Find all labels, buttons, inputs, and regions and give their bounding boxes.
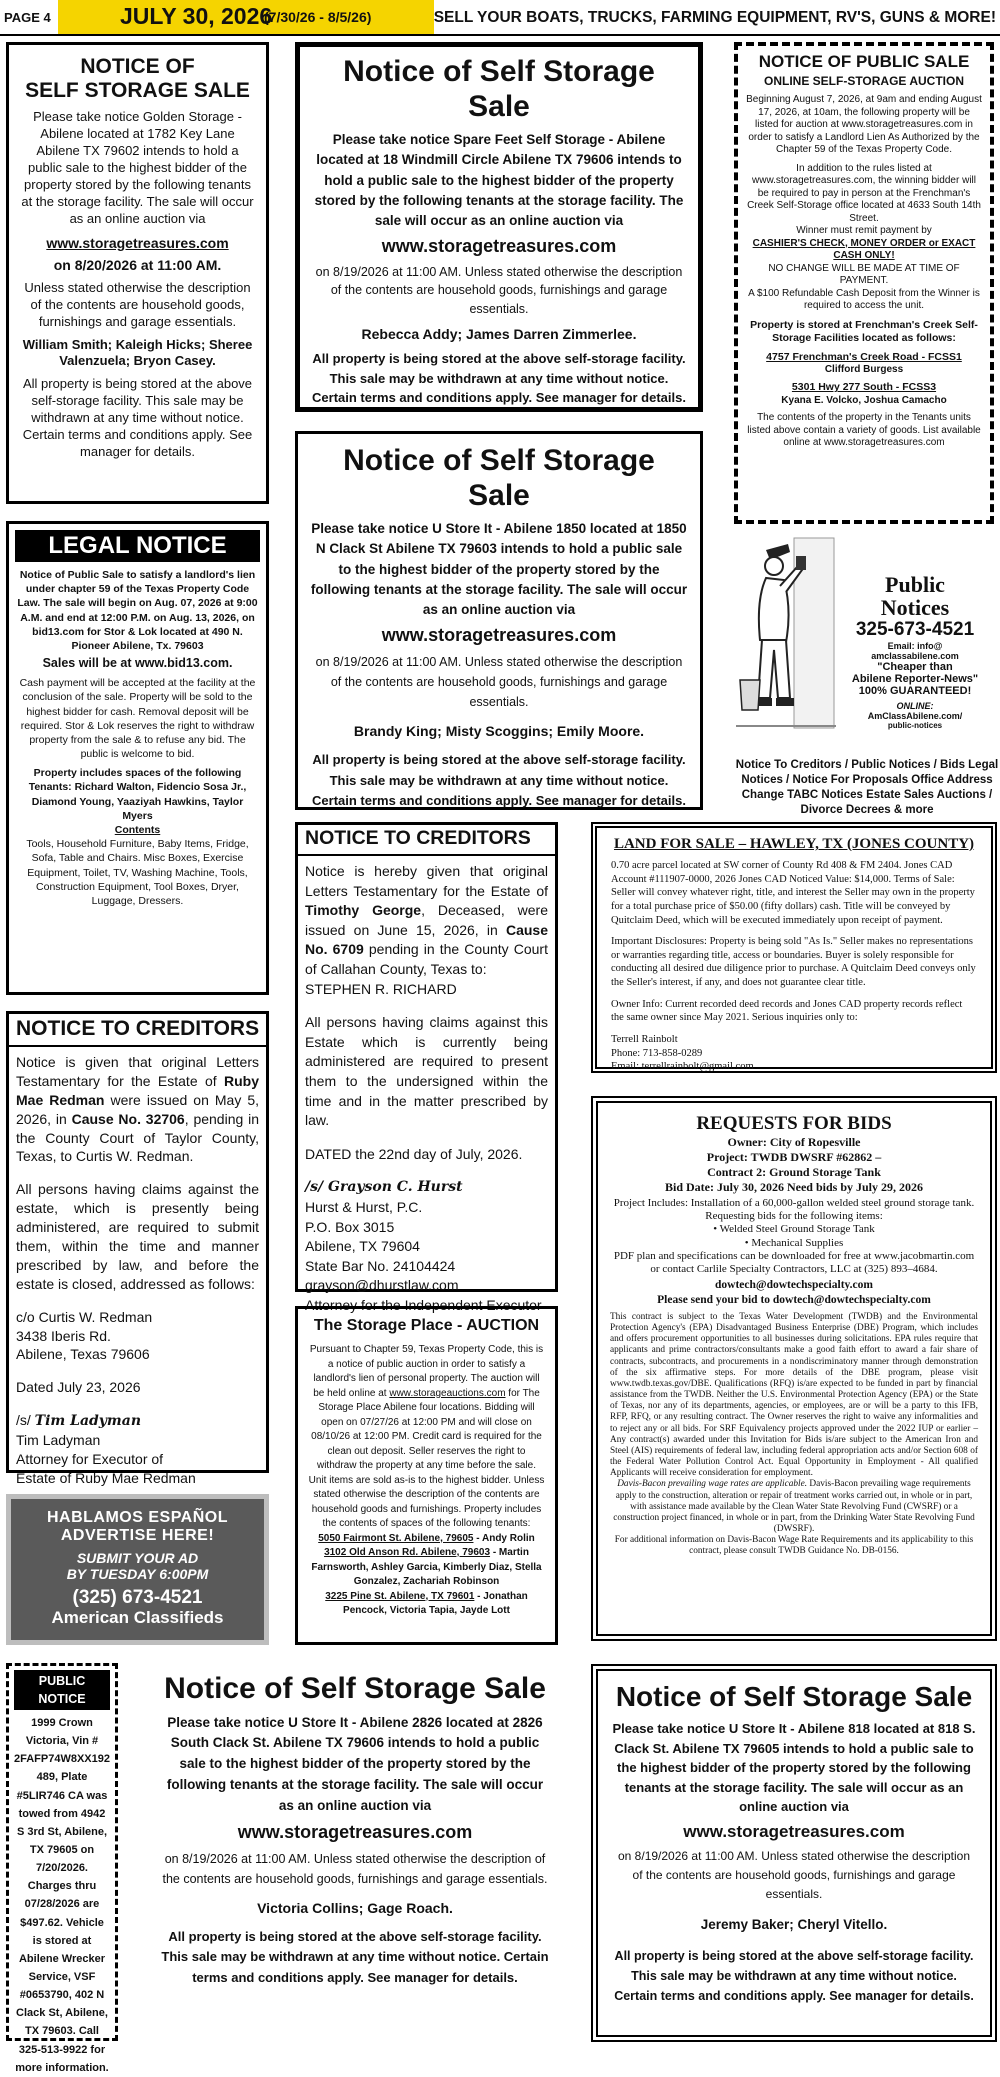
- promo-word-public: Public: [885, 572, 945, 597]
- attorney-email: grayson@dhurstlaw.com: [305, 1277, 459, 1294]
- notice-title-line2: SELF STORAGE SALE: [25, 79, 250, 103]
- notice-terms: All property is being stored at the above self-storage facility. This sale may be withdrawn at any time without notice. Certain terms and conditions apply. See manager for details.: [22, 376, 253, 459]
- location-1: 4757 Frenchman's Creek Road - FCSS1: [766, 350, 962, 363]
- location-address: 5050 Fairmont St. Abilene, 79605: [318, 1532, 474, 1544]
- notice-body: Please take notice U Store It - Abilene 818 located at 818 S. Clack St. Abilene TX 79605 intends to hold a public sale to the highest bidder of the property stored by the following tenants at the storage facility. The sale will occur as an online auction via: [612, 1721, 976, 1815]
- painter-illustration: [736, 530, 836, 750]
- notice-body-text-2: for The Storage Place Abilene four locations. Bidding will open on 07/27/26 at 12:00 PM and will close on 08/10/26 at 12:00 PM. Credit card is required for the clean out deposit. Seller reserves the right to withdraw the property at any time before the sale. Unit items are sold as-is to the highest bidder. Unless stated otherwise the description of the contents are household goods and furnishings. Property includes the contents of spaces of the following tenants:: [308, 1387, 545, 1529]
- promo-phone: (325) 673-4521: [72, 1587, 203, 1609]
- notice-payment-method: CASHIER'S CHECK, MONEY ORDER or EXACT CASH ONLY!: [752, 237, 976, 261]
- bid-email: dowtech@dowtechspecialty.com: [715, 1279, 873, 1292]
- state-bar-number: State Bar No. 24104424: [305, 1257, 456, 1274]
- notice-body: Please take notice U Store It - Abilene 1850 located at 1850 N Clack St Abilene TX 79603 intends to hold a public sale to the highest bidder of the property stored by the following tenants at the storage facility. The sale will occur as an online auction via: [310, 521, 688, 617]
- promo-email-label: Email: info@: [887, 641, 943, 652]
- auction-location-1: [308, 1532, 545, 1547]
- promo-online-label: ONLINE:: [896, 701, 934, 712]
- notice-url: www.storagetreasures.com: [381, 236, 617, 257]
- notice-dated: DATED the 22nd day of July, 2026.: [305, 1145, 523, 1162]
- bid-requirements: This contract is subject to the Texas Water Development (TWDB) and the Environmental Protection Agency's (EPA) Disadvantaged Business Enterprise (DBE) Program, which includes and offers procurement opportunities to all businesses during solicitations. EPA rules require that applicants and prime contractors/consultants make a good faith effort to award a fair share of contracts, subcontracts, and procurements in a nondiscriminatory manner through demonstration of the six affirmative steps. For more details of the DBE program, please visit www.twdb.texas.gov/DBE. Qualifications (RFQ) is/are expected to be funded in part by financial assistance from the TWDB. Neither the U.S. Environmental Protection Agency (EPA) or the State of Texas, nor any of its departments, agencies, or employees, are or will be a party to this IFB, RFP, RFQ, or any resulting contract. The Owner reserves the right to waive any informalities and to reject any or all bids. For SRF Equivalency projects approved under the 2022 IUP or earlier –Any contract(s) awarded under this Invitation for Bids is/are subject to the American Iron and Steel (AIS) requirements of federal law, including federal appropriation acts and/or Section 608 of the Federal Water Pollution Control Act. Equal Opportunity in Employment - All qualified Applicants will receive consideration for employment.: [610, 1312, 978, 1479]
- notice-title-banner: [14, 1670, 110, 1710]
- location-2: 5301 Hwy 277 South - FCSS3: [791, 381, 937, 394]
- notice-sale-date: on 8/20/2026 at 11:00 AM.: [53, 256, 222, 273]
- notice-terms: All property is being stored at the above self-storage facility. This sale may be withdrawn at any time without notice. Certain terms and conditions apply. See manager for details.: [614, 1948, 974, 2003]
- signature-prefix: /s/: [16, 1412, 35, 1429]
- notice-body-text: Notice is given that original Letters Testamentary for the Estate of: [16, 1054, 259, 1089]
- bid-item-1: • Welded Steel Ground Storage Tank: [713, 1223, 875, 1236]
- project-includes: Project Includes: Installation of a 60,000-gallon welded steel ground storage tank.: [613, 1197, 975, 1209]
- notice-title: NOTICE TO CREDITORS: [298, 825, 555, 856]
- firm-city: Abilene, TX 79604: [305, 1238, 420, 1255]
- location-2-tenants: Kyana E. Volcko, Joshua Camacho: [781, 394, 947, 406]
- notice-body-text-3: pending in the County Court of Callahan County, Texas to:: [305, 941, 548, 977]
- promo-online-path: public-notices: [887, 721, 943, 731]
- signer-estate: Estate of Ruby Mae Redman: [16, 1469, 196, 1486]
- notice-body: [16, 1053, 259, 1166]
- signature-name: Tim Ladyman: [34, 1413, 141, 1430]
- signature: /s/ Grayson C. Hurst: [305, 1179, 463, 1196]
- notice-body-text-2: , Deceased, were issued on June 15, 2026, in: [305, 902, 548, 938]
- location-1-tenant: Clifford Burgess: [824, 363, 904, 375]
- legal-notice-stor-lok: [6, 521, 269, 995]
- cause-number: Cause No. 32706: [71, 1110, 185, 1127]
- issue-date-range: (7/30/26 - 8/5/26): [264, 9, 372, 25]
- clack-818-storage-notice: [591, 1664, 997, 2042]
- promo-submit: SUBMIT YOUR AD: [76, 1550, 199, 1567]
- location-address: 3225 Pine St. Abilene, TX 79601: [325, 1590, 475, 1602]
- creditors-notice-redman: [6, 1011, 269, 1486]
- page-number: PAGE 4: [4, 10, 51, 25]
- notice-body: Please take notice U Store It - Abilene 2826 located at 2826 South Clack St. Abilene TX 79606 intends to hold a public sale to the highest bidder of the property stored by the following tenants at the storage facility. The sale will occur as an online auction via: [166, 1714, 544, 1814]
- notice-title: NOTICE OF: [80, 55, 195, 78]
- estate-name: Timothy George: [305, 902, 422, 919]
- notice-payment-label: Winner must remit payment by: [796, 225, 932, 236]
- location-tenants: - Jonathan Pencock, Victoria Tapia, Jayde Lott: [343, 1590, 528, 1616]
- notice-sale-details: on 8/19/2026 at 11:00 AM. Unless stated otherwise the description of the contents are household goods, furnishings and garage essentials.: [162, 1851, 548, 1886]
- clack-2826-storage-notice: [146, 1664, 564, 2039]
- notice-body-text-3: , pending in the County Court of Taylor County, Texas, to Curtis W. Redman.: [16, 1110, 259, 1165]
- notice-deposit: A $100 Refundable Cash Deposit from the Winner is required to access the unit.: [748, 287, 980, 311]
- notice-contents: Unless stated otherwise the description of the contents are household goods, furnishings and garage essentials.: [24, 279, 251, 329]
- notice-sale-details: on 8/19/2026 at 11:00 AM. Unless stated otherwise the description of the contents are household goods, furnishings and garage essentials.: [315, 654, 683, 709]
- firm-name: Hurst & Hurst, P.C.: [305, 1198, 423, 1215]
- notice-payment-terms: Cash payment will be accepted at the facility at the conclusion of the sale. Property will be sold to the highest bidder for cash. Removal deposit will be required. Stor & Lok reserves the right to withdraw property from the sale & to refuse any bid. The public is welcome to bid.: [19, 677, 256, 761]
- notice-subtitle: ONLINE SELF-STORAGE AUCTION: [763, 74, 964, 88]
- additional-info: For additional information on Davis-Bacon Wage Rate Requirements and its applicability to this contract, please consult TWDB Guidance No. DB-0156.: [614, 1535, 974, 1557]
- notice-title: NOTICE OF PUBLIC SALE: [758, 52, 970, 71]
- notice-url: www.storagetreasures.com: [46, 234, 229, 251]
- notice-tenants: William Smith; Kaleigh Hicks; Sheree Valenzuela; Bryon Casey.: [22, 336, 253, 369]
- claims-instructions: All persons having claims against this Estate which is currently being administered are required to present them to the undersigned within the time and in the matter prescribed by law.: [305, 1014, 548, 1129]
- notice-sale-details: on 8/19/2026 at 11:00 AM. Unless stated otherwise the description of the contents are household goods, furnishings and garage essentials.: [315, 264, 683, 317]
- notice-body-text-2: were issued on May 5, 2026, in: [16, 1091, 260, 1127]
- land-disclosures: Important Disclosures: Property is being sold "As Is." Seller makes no representations or warranties regarding title, access or boundaries. Buyer is solely responsible for conducting all desired due diligence prior to purchase. A Quitclaim Deed conveys only the Seller's interest, if any, and does not guarantee clear title.: [611, 936, 976, 989]
- promo-brand: American Classifieds: [51, 1608, 224, 1628]
- signer-role: Attorney for Executor of: [16, 1451, 164, 1468]
- requests-for-bids-notice: [591, 1096, 997, 1641]
- page-header: [0, 0, 1000, 36]
- davis-bacon-lead: Davis-Bacon prevailing wage rates are applicable.: [617, 1479, 808, 1490]
- contact-name: Terrell Rainbolt: [611, 1034, 678, 1046]
- notice-terms: All property is being stored at the above self-storage facility. This sale may be withdrawn at any time without notice. Certain terms and conditions apply. See manager for details.: [161, 1928, 549, 1986]
- public-notices-promo: [734, 530, 1000, 815]
- notice-body: Please take notice Golden Storage - Abilene located at 1782 Key Lane Abilene TX 79602 intends to hold a public sale to the highest bidder of the property stored by the following tenants at the storage facility. The sale will occur as an online auction via: [21, 109, 254, 226]
- davis-bacon-text: Davis-Bacon prevailing wage requirements apply to the construction, alteration or repair of treatment works carried out, in whole or in part, with assistance made available by the Clean Water State Revolving Fund (CWSRF) or a construction project financed, in whole or in part, from the Drinking Water State Revolving Fund (DWSRF).: [613, 1479, 975, 1534]
- notice-locations-intro: Property is stored at Frenchman's Creek Self-Storage Facilities located as follows:: [750, 318, 978, 344]
- promo-notice-types: Notice To Creditors / Public Notices / Bids Legal Notices / Notice For Proposals Office Address Change TABC Notices Estate Sales Auctions / Divorce Decrees & more: [735, 759, 999, 816]
- notice-title: Notice of Self Storage Sale: [615, 1681, 973, 1712]
- notice-title-banner: [15, 530, 260, 562]
- signature: [16, 1411, 259, 1431]
- notice-title: The Storage Place - AUCTION: [313, 1317, 540, 1334]
- notice-title: REQUESTS FOR BIDS: [696, 1113, 892, 1134]
- promo-advertise: ADVERTISE HERE!: [60, 1526, 215, 1544]
- address-line-2: 3438 Iberis Rd.: [16, 1327, 111, 1344]
- notice-sale-site: Sales will be at www.bid13.com.: [42, 656, 233, 671]
- items-intro: Requesting bids for the following items:: [705, 1210, 883, 1223]
- attorney-role: Attorney for the Independent Executor: [305, 1296, 542, 1313]
- bid-submission: Please send your bid to dowtech@dowtechspecialty.com: [657, 1294, 931, 1307]
- auction-location-3: [308, 1590, 545, 1619]
- notice-body: [308, 1343, 545, 1532]
- bid-item-2: • Mechanical Supplies: [744, 1236, 844, 1249]
- notice-dated: Dated July 23, 2026: [16, 1379, 141, 1396]
- contents-label: Contents: [114, 824, 161, 836]
- notice-body-text: Pursuant to Chapter 59, Texas Property Code, this is a notice of public auction in order to satisfy a landlord's lien of personal property. The auction will be held online at: [309, 1344, 544, 1399]
- contact-phone: Phone: 713-858-0289: [611, 1047, 703, 1059]
- promo-word-notices: Notices: [880, 595, 950, 620]
- notice-url: www.storagetreasures.com: [381, 625, 617, 646]
- location-tenants: - Martin Farnsworth, Ashley Garcia, Kimberly Diaz, Stella Gonzalez, Zachariah Robinson: [311, 1547, 542, 1587]
- notice-url: www.storagetreasures.com: [683, 1821, 905, 1841]
- claims-instructions: All persons having claims against the estate, which is presently being administered, are required to submit them, within the time and manner prescribed by law, and before the estate is closed, addressed as follows:: [16, 1181, 259, 1292]
- promo-cheaper-line1: "Cheaper than: [877, 661, 953, 674]
- notice-title: Notice of Self Storage Sale: [164, 1672, 546, 1705]
- notice-contents: The contents of the property in the Tenants units listed above contain a variety of goods. List available online at www.storagetreasures.com: [747, 412, 981, 448]
- firm-po-box: P.O. Box 3015: [305, 1218, 395, 1235]
- golden-storage-notice: [6, 42, 269, 504]
- notice-title: Notice of Self Storage Sale: [343, 55, 655, 123]
- notice-tenants: Brandy King; Misty Scoggins; Emily Moore.: [353, 722, 645, 739]
- notice-title: LAND FOR SALE – HAWLEY, TX (JONES COUNTY): [613, 836, 975, 852]
- notice-body: Notice of Public Sale to satisfy a landlord's lien under chapter 59 of the Texas Property Code Law. The sale will begin on Aug. 07, 2026 at 9:00 A.M. and end at 12:00 P.M. on Aug. 13, 2026, on bid13.com for Stor & Lok located at 490 N. Pioneer Abilene, Tx. 79603: [17, 569, 258, 652]
- notice-tenants: Jeremy Baker; Cheryl Vitello.: [700, 1917, 888, 1933]
- notice-url: www.storagetreasures.com: [237, 1822, 473, 1843]
- location-address: 3102 Old Anson Rd. Abilene, 79603: [324, 1547, 491, 1558]
- notice-tenants: Victoria Collins; Gage Roach.: [257, 1899, 453, 1916]
- representative-name: STEPHEN R. RICHARD: [305, 980, 457, 997]
- owner-info: Owner Info: Current recorded deed records and Jones CAD property records reflect the same owner since May 2021. Serious inquiries only to:: [611, 998, 963, 1024]
- notice-contents: Tools, Household Furniture, Baby Items, Fridge, Sofa, Table and Chairs. Misc Boxes, Exercise Equipment, Toilet, TV, Washing Machine, Tools, Construction Equipment, Tool Boxes, Dryer, Luggage, Dressers.: [26, 838, 249, 907]
- notice-terms: All property is being stored at the above self-storage facility. This sale may be withdrawn at any time without notice. Certain terms and conditions apply. See manager for details.: [312, 751, 686, 809]
- creditors-notice-george: [295, 822, 558, 1313]
- windmill-storage-notice: [295, 42, 703, 412]
- notice-body: [305, 862, 548, 980]
- storage-place-auction-notice: [295, 1306, 558, 1645]
- bid-owner: Owner: City of Ropesville: [727, 1135, 861, 1149]
- notice-title: PUBLIC NOTICE: [38, 1674, 86, 1706]
- notice-no-change: NO CHANGE WILL BE MADE AT TIME OF PAYMENT.: [768, 262, 960, 286]
- promo-spanish: HABLAMOS ESPAÑOL: [46, 1509, 229, 1526]
- promo-email-domain: amclassabilene.com: [871, 651, 959, 662]
- auction-location-2: [308, 1546, 545, 1590]
- promo-guarantee: 100% GUARANTEED!: [858, 685, 972, 698]
- bid-dates: Bid Date: July 30, 2026 Need bids by July 29, 2026: [664, 1180, 924, 1194]
- promo-phone: 325-673-4521: [855, 619, 975, 641]
- plan-download: PDF plan and specifications can be downloaded for free at www.jacobmartin.com or contact Carlile Specialty Contractors, LLC at (325) 893–4684.: [613, 1249, 975, 1275]
- notice-body: Beginning August 7, 2026, at 9am and ending August 17, 2026, at 10am, the following property will be listed for auction at www.storagetreasures.com in order to satisfy a Landlord Lien As Authorized by the Chapter 59 of the Texas Property Code.: [746, 94, 982, 155]
- davis-bacon: [610, 1479, 978, 1535]
- land-for-sale-notice: [591, 822, 997, 1073]
- auction-url: www.storageauctions.com: [389, 1387, 506, 1399]
- address-line-1: c/o Curtis W. Redman: [16, 1308, 153, 1325]
- signer-name: Tim Ladyman: [16, 1432, 101, 1449]
- header-tagline: SELL YOUR BOATS, TRUCKS, FARMING EQUIPMENT, RV'S, GUNS & MORE!: [433, 9, 996, 26]
- notice-sale-details: on 8/19/2026 at 11:00 AM. Unless stated otherwise the description of the contents are household goods, furnishings and garage essentials.: [618, 1848, 970, 1902]
- land-description: 0.70 acre parcel located at SW corner of County Rd 408 & FM 2404. Jones CAD Account #111907-0000, 2026 Jones CAD Noticed Value: $14,000. Terms of Sale: Seller will convey whatever right, title, and interest the Seller may own in the property for a total purchase price of $50.00 (fifty dollars) cash. Title will be conveyed by Quitclaim Deed, which will be executed immediately upon receipt of payment.: [611, 860, 975, 926]
- clack-1850-storage-notice: [295, 431, 703, 810]
- notice-title: NOTICE TO CREDITORS: [9, 1014, 266, 1047]
- towed-vehicle-notice: [6, 1663, 118, 2074]
- contact-email: Email: terrellrainbolt@gmail.com: [611, 1061, 754, 1073]
- notice-tenants: Rebecca Addy; James Darren Zimmerlee.: [361, 325, 637, 342]
- notice-tenants: Property includes spaces of the following Tenants: Richard Walton, Fidencio Sosa Jr., Diamond Young, Yaaziyah Hawkins, Taylor Myers: [28, 767, 247, 822]
- notice-title: LEGAL NOTICE: [48, 532, 227, 559]
- bid-project: Project: TWDB DWSRF #62862 –: [706, 1150, 882, 1164]
- promo-online-url: AmClassAbilene.com/: [867, 711, 963, 722]
- notice-body: 1999 Crown Victoria, Vin # 2FAFP74W8XX192489, Plate #5LIR746 CA was towed from 4942 S 3rd St, Abilene, TX 79605 on 7/20/2026. Charges thru 07/28/2026 are $497.62. Vehicle is stored at Abilene Wrecker Service, VSF #0653790, 402 N Clack St, Abilene, TX 79603. Call 325-513-9922 for more information.: [14, 1717, 110, 2074]
- notice-terms: All property is being stored at the above self-storage facility. This sale may be withdrawn at any time without notice. Certain terms and conditions apply. See manager for details.: [312, 351, 686, 406]
- notice-body-text: Notice is hereby given that original Letters Testamentary for the Estate of: [305, 863, 548, 899]
- advertise-here-promo: [6, 1494, 269, 1645]
- promo-deadline: BY TUESDAY 6:00PM: [66, 1566, 209, 1583]
- address-line-3: Abilene, Texas 79606: [16, 1346, 150, 1363]
- bid-contract: Contract 2: Ground Storage Tank: [707, 1165, 881, 1179]
- estate-name: Ruby Mae Redman: [16, 1072, 259, 1108]
- issue-date: JULY 30, 2026: [120, 3, 273, 29]
- cause-number: Cause No. 6709: [305, 921, 548, 958]
- frenchman-creek-notice: [734, 42, 994, 524]
- notice-body: Please take notice Spare Feet Self Storage - Abilene located at 18 Windmill Circle Abilene TX 79606 intends to hold a public sale to the highest bidder of the property stored by the following tenants at the storage facility. The sale will occur as an online auction via: [314, 132, 684, 228]
- notice-title: Notice of Self Storage Sale: [343, 444, 655, 512]
- location-tenants: - Andy Rolin: [473, 1532, 535, 1544]
- promo-cheaper-line2: Abilene Reporter-News": [851, 673, 979, 686]
- notice-payment-location: In addition to the rules listed at www.storagetreasures.com, the winning bidder will be required to pay in person at the Frenchman's Creek Self-Storage office located at 4633 South 14th Street.: [747, 162, 981, 224]
